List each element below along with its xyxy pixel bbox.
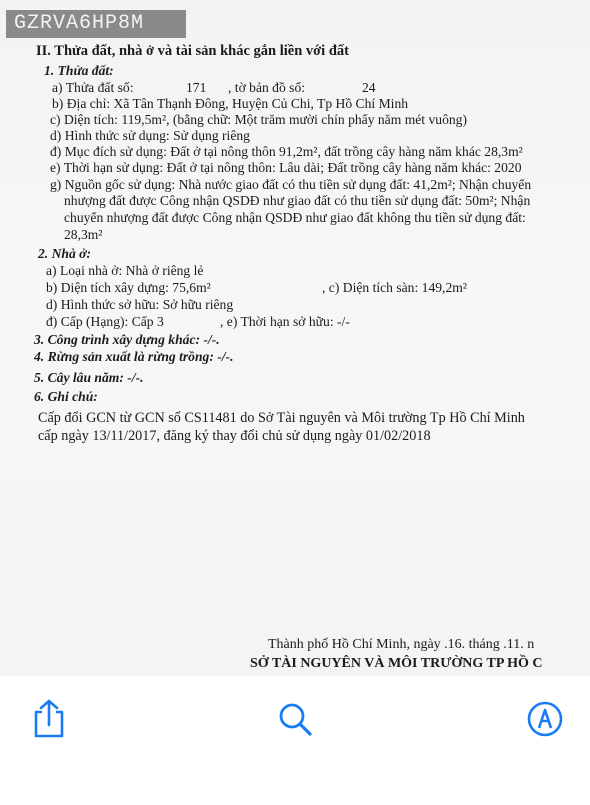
search-icon [275, 699, 315, 739]
land-map-value: 24 [362, 80, 376, 95]
land-origin-2: nhượng đất được Công nhận QSDĐ như giao đất có thu tiền sử dụng đất: 50m²; Nhận [64, 193, 531, 208]
house-term: , e) Thời hạn sở hữu: -/- [220, 314, 350, 329]
land-map-label: , tờ bản đồ số: [228, 80, 306, 95]
house-building-area: b) Diện tích xây dựng: 75,6m² [46, 280, 211, 295]
land-area: c) Diện tích: 119,5m², (bằng chữ: Một trăm mười chín phẩy năm mét vuông) [50, 112, 467, 127]
land-origin-3: chuyển nhượng đất được Công nhận QSDĐ như giao đất không thu tiền sử dụng đất: [64, 210, 526, 225]
house-type: a) Loại nhà ở: Nhà ở riêng lẻ [46, 263, 204, 278]
land-origin-4: 28,3m² [64, 227, 103, 242]
land-heading: 1. Thửa đất: [44, 63, 114, 78]
land-address: b) Địa chỉ: Xã Tân Thạnh Đông, Huyện Củ Chi, Tp Hồ Chí Minh [52, 96, 409, 111]
item-perennial: 5. Cây lâu năm: -/-. [34, 370, 144, 385]
land-purpose: đ) Mục đích sử dụng: Đất ở tại nông thôn 91,2m², đất trồng cây hàng năm khác 28,3m² [50, 144, 523, 159]
land-parcel-label: a) Thửa đất số: [52, 80, 134, 95]
house-ownership: d) Hình thức sở hữu: Sở hữu riêng [46, 297, 234, 312]
house-grade: đ) Cấp (Hạng): Cấp 3 [46, 314, 164, 329]
land-origin-1: g) Nguồn gốc sử dụng: Nhà nước giao đất có thu tiền sử dụng đất: 41,2m²; Nhận chuyển [50, 177, 532, 192]
house-heading: 2. Nhà ở: [38, 246, 91, 261]
item-forest: 4. Rừng sản xuất là rừng trồng: -/-. [34, 349, 234, 364]
land-parcel-value: 171 [186, 80, 207, 95]
signature-place-date: Thành phố Hồ Chí Minh, ngày .16. tháng .11. n [268, 637, 535, 652]
share-icon [29, 698, 69, 740]
search-button[interactable] [270, 694, 320, 744]
house-floor-area: , c) Diện tích sàn: 149,2m² [322, 280, 467, 295]
land-usage-form: d) Hình thức sử dụng: Sử dụng riêng [50, 128, 250, 143]
land-term: e) Thời hạn sử dụng: Đất ở tại nông thôn: Lâu dài; Đất trồng cây hàng năm khác: 2020 [50, 160, 522, 175]
signature-authority: SỞ TÀI NGUYÊN VÀ MÔI TRƯỜNG TP HỒ C [250, 656, 543, 671]
share-button[interactable] [24, 694, 74, 744]
item-notes-heading: 6. Ghi chú: [34, 389, 98, 404]
note-line-2: cấp ngày 13/11/2017, đăng ký thay đổi chủ sử dụng ngày 01/02/2018 [38, 428, 431, 444]
watermark-label: GZRVA6HP8M [6, 10, 186, 38]
item-other-works: 3. Công trình xây dựng khác: -/-. [34, 332, 220, 347]
markup-icon [525, 699, 565, 739]
note-line-1: Cấp đổi GCN từ GCN số CS11481 do Sở Tài nguyên và Môi trường Tp Hồ Chí Minh [38, 410, 525, 426]
markup-button[interactable] [520, 694, 570, 744]
section-title: II. Thửa đất, nhà ở và tài sản khác gắn liền với đất [36, 43, 349, 59]
bottom-toolbar [0, 676, 590, 805]
